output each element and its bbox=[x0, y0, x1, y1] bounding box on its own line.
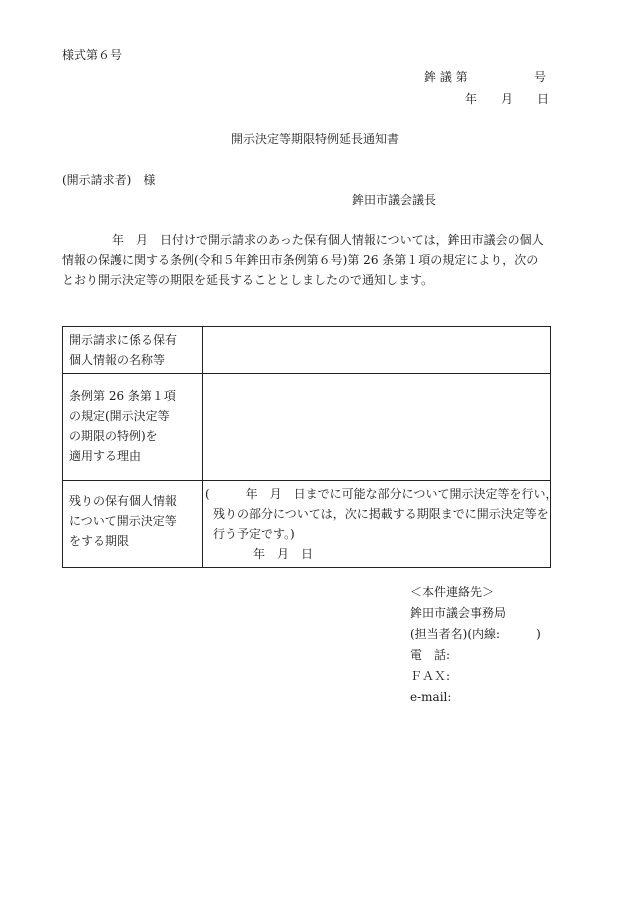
label-line: の規定(開示決定等 bbox=[69, 409, 170, 423]
label-line: 適用する理由 bbox=[69, 449, 142, 463]
document-number-suffix: 号 bbox=[533, 70, 546, 84]
table-value-cell[interactable] bbox=[203, 374, 551, 481]
table-row bbox=[63, 481, 551, 568]
info-table bbox=[62, 326, 558, 568]
value-line: 行う予定です。) bbox=[213, 527, 295, 541]
contact-heading: ＜本件連絡先＞ bbox=[410, 585, 495, 599]
label-line: をする期限 bbox=[69, 534, 130, 548]
table-value-cell[interactable] bbox=[203, 327, 551, 374]
contact-fax: ＦＡＸ: bbox=[410, 669, 451, 683]
table-label-cell bbox=[63, 327, 203, 374]
form-number: 様式第６号 bbox=[62, 48, 123, 62]
value-line: ( 年 月 日までに可能な部分について開示決定等を行い， bbox=[205, 487, 558, 501]
contact-email: e-mail: bbox=[410, 690, 452, 704]
body-line: 年 月 日付けで開示請求のあった保有個人情報については，鉾田市議会の個人 bbox=[112, 233, 544, 247]
body-line: とおり開示決定等の期限を延長することとしましたので通知します。 bbox=[62, 273, 434, 287]
issue-date: 年 月 日 bbox=[465, 92, 550, 106]
body-paragraph bbox=[62, 230, 552, 290]
table-row bbox=[63, 374, 551, 481]
label-line: について開示決定等 bbox=[69, 514, 177, 528]
contact-office: 鉾田市議会事務局 bbox=[410, 606, 507, 620]
recipient: (開示請求者) 様 bbox=[62, 173, 156, 187]
value-line: 残りの部分については，次に掲載する期限までに開示決定等を bbox=[213, 507, 549, 521]
deadline-date: 年 月 日 bbox=[253, 547, 314, 561]
label-line: 個人情報の名称等 bbox=[69, 353, 166, 367]
label-line: の期限の特例)を bbox=[69, 429, 158, 443]
label-line: 開示請求に係る保有 bbox=[69, 333, 178, 347]
contact-person: (担当者名)(内線: ) bbox=[410, 627, 541, 641]
sender: 鉾田市議会議長 bbox=[352, 193, 437, 207]
table-label-cell bbox=[63, 374, 203, 481]
contact-block bbox=[410, 582, 541, 708]
document-title: 開示決定等期限特例延長通知書 bbox=[230, 132, 399, 146]
label-line: 条例第 26 条第１項 bbox=[69, 389, 176, 403]
contact-phone: 電 話: bbox=[410, 648, 451, 662]
table-label-cell bbox=[63, 481, 203, 568]
table-row bbox=[63, 327, 551, 374]
table-value-cell[interactable] bbox=[203, 481, 558, 568]
label-line: 残りの保有個人情報 bbox=[69, 494, 178, 508]
body-line: 情報の保護に関する条例(令和５年鉾田市条例第６号)第 26 条第１項の規定により，次の bbox=[62, 253, 539, 267]
document-number-label: 鉾 議 第 bbox=[424, 70, 468, 84]
